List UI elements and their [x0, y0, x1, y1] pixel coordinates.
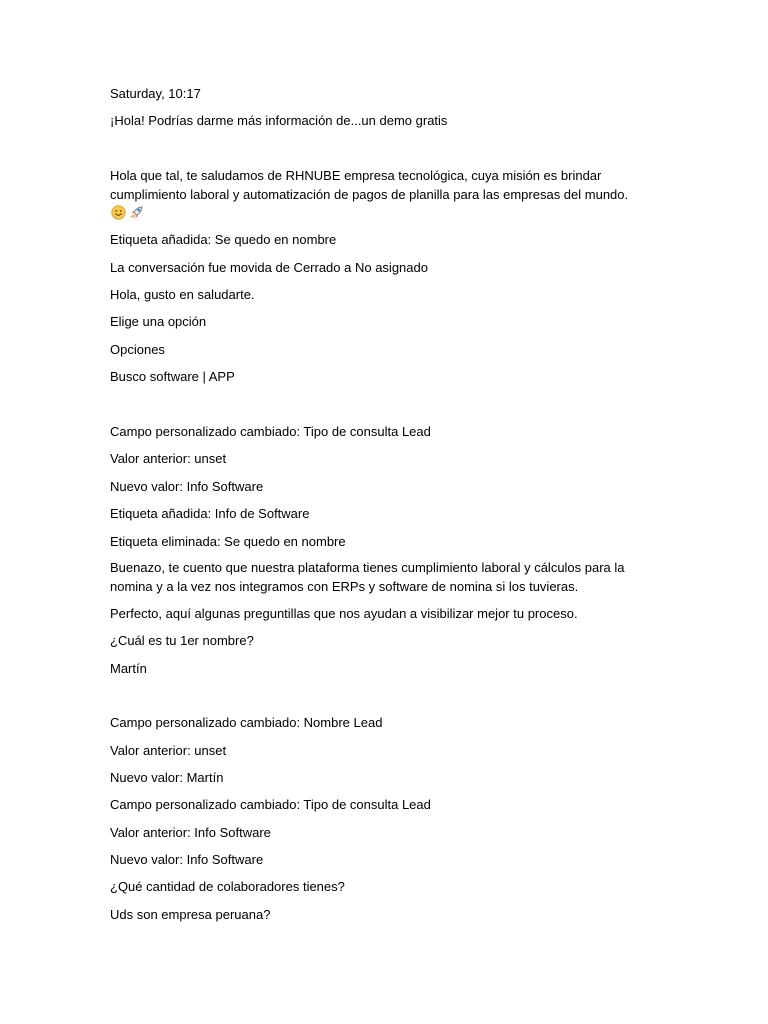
- rocket-icon: [129, 205, 144, 220]
- system-event: Campo personalizado cambiado: Tipo de consulta Lead: [110, 424, 431, 439]
- message-line: ¡Hola! Podrías darme más información de...un demo gratis: [110, 113, 448, 128]
- system-event: Valor anterior: unset: [110, 451, 227, 466]
- system-event: Nuevo valor: Info Software: [110, 852, 264, 867]
- message-line: Elige una opción: [110, 314, 207, 329]
- message-paragraph: Buenazo, te cuento que nuestra plataforma tienes cumplimiento laboral y cálculos para la nomina y a la vez nos integramos con ERPs y software de nomina si los tuvieras.: [110, 560, 625, 594]
- system-event: Etiqueta añadida: Info de Software: [110, 506, 310, 521]
- message-paragraph: [110, 167, 635, 223]
- message-line: Martín: [110, 661, 147, 676]
- system-event: La conversación fue movida de Cerrado a No asignado: [110, 260, 428, 275]
- system-event: Nuevo valor: Info Software: [110, 479, 264, 494]
- message-line: Uds son empresa peruana?: [110, 907, 271, 922]
- system-event: Campo personalizado cambiado: Tipo de consulta Lead: [110, 797, 431, 812]
- message-line: Perfecto, aquí algunas preguntillas que nos ayudan a visibilizar mejor tu proceso.: [110, 606, 578, 621]
- message-line: Opciones: [110, 342, 165, 357]
- system-event: Campo personalizado cambiado: Nombre Lead: [110, 715, 383, 730]
- system-event: Etiqueta eliminada: Se quedo en nombre: [110, 534, 346, 549]
- message-line: Busco software | APP: [110, 369, 235, 384]
- system-event: Etiqueta añadida: Se quedo en nombre: [110, 232, 337, 247]
- system-event: Valor anterior: unset: [110, 743, 227, 758]
- message-line: ¿Cuál es tu 1er nombre?: [110, 633, 254, 648]
- system-event: Nuevo valor: Martín: [110, 770, 224, 785]
- message-text: Hola que tal, te saludamos de RHNUBE empresa tecnológica, cuya misión es brindar cumplimiento laboral y automatización de pagos de planilla para las empresas del mundo.: [110, 168, 629, 202]
- smiling-face-icon: [111, 205, 126, 220]
- system-event: Valor anterior: Info Software: [110, 825, 271, 840]
- message-line: ¿Qué cantidad de colaboradores tienes?: [110, 879, 345, 894]
- message-line: Hola, gusto en saludarte.: [110, 287, 255, 302]
- timestamp: Saturday, 10:17: [110, 86, 201, 101]
